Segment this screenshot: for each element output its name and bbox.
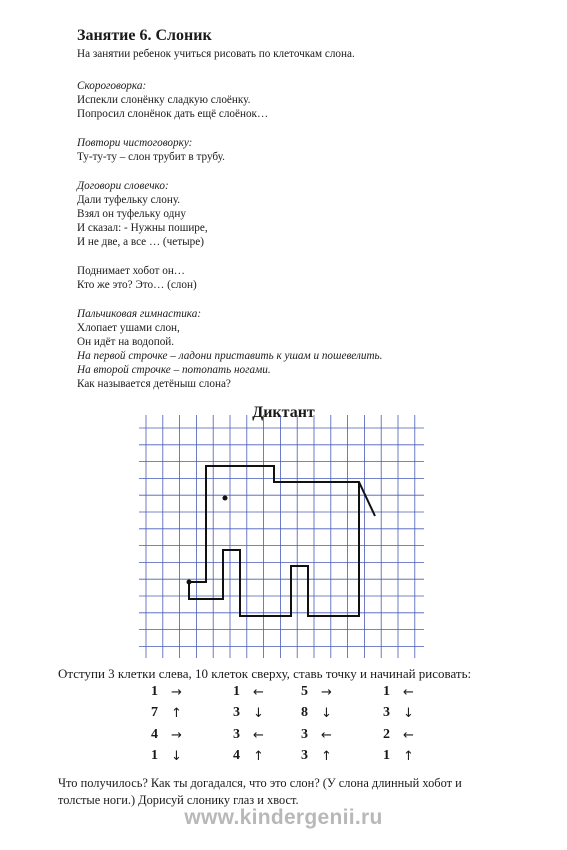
arrow-left-icon: ←: [253, 685, 264, 700]
arrow-left-icon: ←: [253, 728, 264, 743]
step-count: 1: [151, 748, 158, 763]
finish-word-line: И не две, а все … (четыре): [77, 236, 204, 248]
tongue-twister-heading: Скороговорка:: [77, 80, 147, 92]
arrow-down-icon: ↓: [321, 706, 332, 721]
pure-phrase-heading: Повтори чистоговорку:: [77, 137, 193, 149]
pure-phrase-line: Ту-ту-ту – слон трубит в трубу.: [77, 151, 225, 163]
finger-gym-heading: Пальчиковая гимнастика:: [77, 308, 202, 320]
finger-gym-note: На второй строчке – потопать ногами.: [77, 364, 271, 376]
arrow-right-icon: →: [321, 685, 332, 700]
finish-word-line: И сказал: - Нужны пошире,: [77, 222, 208, 234]
step-count: 5: [301, 684, 308, 699]
arrow-right-icon: →: [171, 685, 182, 700]
arrow-down-icon: ↓: [171, 749, 182, 764]
arrow-up-icon: ↑: [321, 749, 332, 764]
dictation-title: Диктант: [252, 404, 315, 421]
tongue-twister-line: Испекли слонёнку сладкую слоёнку.: [77, 94, 251, 106]
step-count: 8: [301, 705, 308, 720]
finish-word-line: Дали туфельку слону.: [77, 194, 181, 206]
finish-word-line: Взял он туфельку одну: [77, 208, 186, 220]
finish-word-heading: Договори словечко:: [77, 180, 169, 192]
step-count: 4: [151, 727, 158, 742]
step-count: 4: [233, 748, 240, 763]
step-count: 3: [301, 748, 308, 763]
closing-line: Что получилось? Как ты догадался, что это слон? (У слона длинный хобот и: [58, 776, 462, 790]
step-count: 7: [151, 705, 158, 720]
arrow-left-icon: ←: [321, 728, 332, 743]
step-count: 3: [383, 705, 390, 720]
arrow-down-icon: ↓: [253, 706, 264, 721]
riddle-line: Кто же это? Это… (слон): [77, 279, 197, 291]
arrow-up-icon: ↑: [403, 749, 414, 764]
step-count: 2: [383, 727, 390, 742]
step-count: 1: [383, 684, 390, 699]
closing-line: толстые ноги.) Дорисуй слонику глаз и хвост.: [58, 793, 299, 807]
step-count: 3: [233, 727, 240, 742]
arrow-up-icon: ↑: [171, 706, 182, 721]
step-count: 3: [301, 727, 308, 742]
finger-gym-line: Он идёт на водопой.: [77, 336, 175, 348]
arrow-right-icon: →: [171, 728, 182, 743]
tongue-twister-line: Попросил слонёнок дать ещё слоёнок…: [77, 108, 269, 120]
watermark: www.kindergenii.ru: [184, 806, 383, 829]
step-count: 3: [233, 705, 240, 720]
finger-gym-note: На первой строчке – ладони приставить к ушам и пошевелить.: [77, 350, 383, 362]
step-count: 1: [233, 684, 240, 699]
start-point: [187, 580, 192, 585]
elephant-drawing: [189, 466, 375, 616]
riddle-line: Поднимает хобот он…: [77, 265, 185, 277]
arrow-up-icon: ↑: [253, 749, 264, 764]
arrow-left-icon: ←: [403, 685, 414, 700]
grid-lines: [139, 415, 424, 658]
step-count: 1: [151, 684, 158, 699]
lesson-intro: На занятии ребенок учиться рисовать по клеточкам слона.: [77, 48, 355, 60]
dictation-instruction: Отступи 3 клетки слева, 10 клеток сверху, ставь точку и начинай рисовать:: [58, 666, 472, 681]
finger-gym-line: Хлопает ушами слон,: [77, 322, 180, 334]
step-count: 1: [383, 748, 390, 763]
arrow-down-icon: ↓: [403, 706, 414, 721]
lesson-title: Занятие 6. Слоник: [77, 27, 212, 44]
finger-gym-question: Как называется детёныш слона?: [77, 378, 231, 390]
eye-dot: [223, 496, 228, 501]
arrow-left-icon: ←: [403, 728, 414, 743]
